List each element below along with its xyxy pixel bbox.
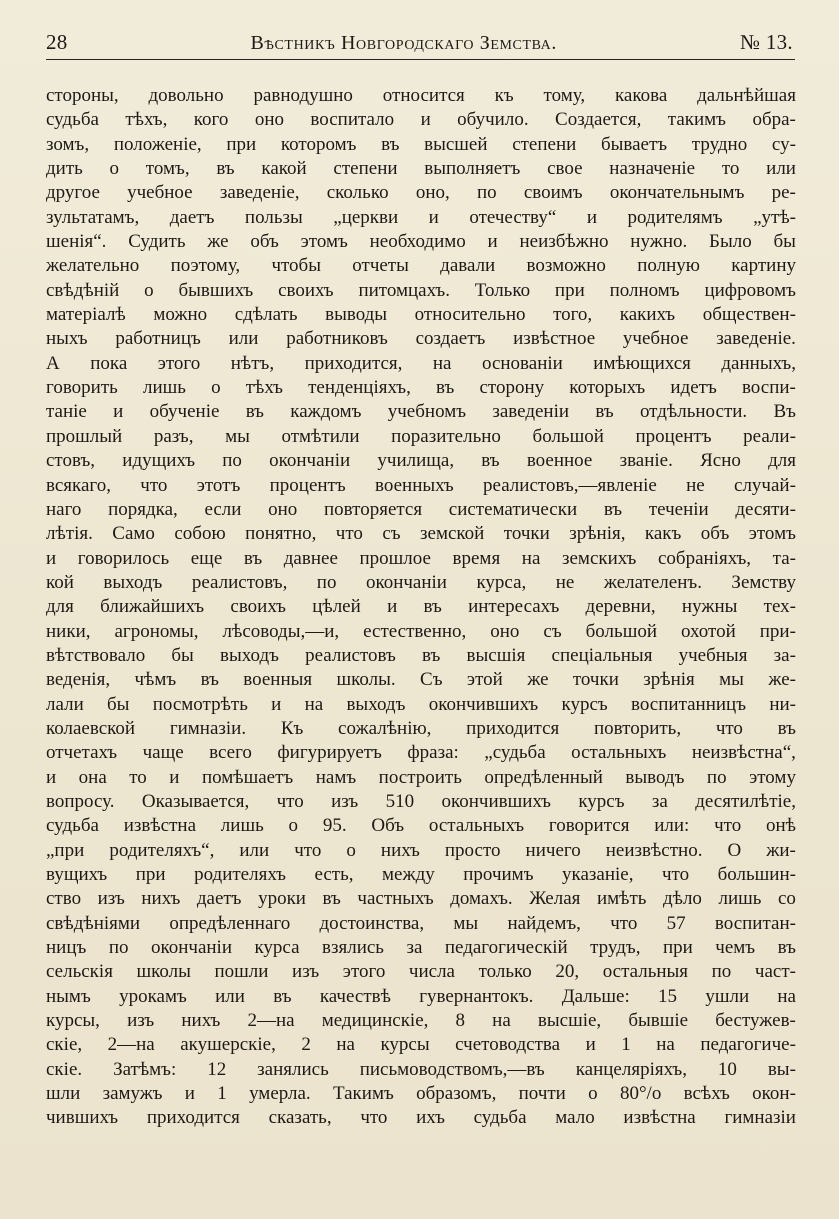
text-line: кой выходъ реалистовъ, по окончаніи курса, не желателенъ. Земству xyxy=(46,571,796,593)
text-line: шенія“. Судить же объ этомъ необходимо и неизбѣжно нужно. Было бы xyxy=(46,231,796,253)
text-line: А пока этого нѣтъ, приходится, на основаніи имѣющихся данныхъ, xyxy=(46,352,796,374)
text-line: отчетахъ чаще всего фигурируетъ фраза: „судьба остальныхъ неизвѣстна“, xyxy=(46,742,796,764)
text-line: стороны, довольно равнодушно относится къ тому, какова дальнѣйшая xyxy=(46,85,796,106)
text-line: „при родителяхъ“, или что о нихъ просто ничего неизвѣстно. О жи- xyxy=(46,839,796,861)
text-line: говорить лишь о тѣхъ тенденціяхъ, въ сторону которыхъ идетъ воспи- xyxy=(46,377,796,399)
text-line: дить о томъ, въ какой степени выполняетъ свое назначеніе то или xyxy=(46,158,796,180)
text-line: шли замужъ и 1 умерла. Такимъ образомъ, почти о 80°/о всѣхъ окон- xyxy=(46,1083,796,1105)
page-header xyxy=(46,30,793,58)
text-line: нымъ урокамъ или въ качествѣ гувернантокъ. Дальше: 15 ушли на xyxy=(46,985,796,1007)
text-line: ныхъ работницъ или работниковъ создаетъ извѣстное учебное заведеніе. xyxy=(46,328,796,350)
text-line: и она то и помѣшаетъ намъ построить опредѣленный выводъ по этому xyxy=(46,766,796,788)
body-text xyxy=(46,84,796,1131)
header-rule xyxy=(46,59,795,60)
text-line: курсы, изъ нихъ 2—на медицинскіе, 8 на высшіе, бывшіе бестужев- xyxy=(46,1010,796,1032)
text-line: ницъ по окончаніи курса взялись за педагогическій трудъ, при чемъ въ xyxy=(46,937,796,959)
text-line: ники, агрономы, лѣсоводы,—и, естественно, оно съ большой охотой при- xyxy=(46,620,796,642)
text-line: таніе и обученіе въ каждомъ учебномъ заведеніи въ отдѣльности. Въ xyxy=(46,401,796,423)
text-line: наго порядка, если оно повторяется систематически въ теченіи десяти- xyxy=(46,498,796,520)
issue-number: № 13. xyxy=(739,30,793,54)
text-line: лѣтія. Само собою понятно, что съ земской точки зрѣнія, какъ объ этомъ xyxy=(46,523,796,545)
text-line: вопросу. Оказывается, что изъ 510 окончившихъ курсъ за десятилѣтіе, xyxy=(46,790,796,812)
text-line: колаевской гимназіи. Къ сожалѣнію, приходится повторить, что въ xyxy=(46,717,796,739)
page-number: 28 xyxy=(46,30,68,54)
text-line: зомъ, положеніе, при которомъ въ высшей степени бываетъ трудно су- xyxy=(46,133,796,155)
text-line: всякаго, что этотъ процентъ военныхъ реалистовъ,—явленіе не случай- xyxy=(46,474,796,496)
text-line: и говорилось еще въ давнее прошлое время на земскихъ собраніяхъ, та- xyxy=(46,547,796,569)
text-line: судьба тѣхъ, кого оно воспитало и обучило. Создается, такимъ обра- xyxy=(46,109,796,131)
text-line: скіе, 2—на акушерскіе, 2 на курсы счетоводства и 1 на педагогиче- xyxy=(46,1034,796,1056)
text-line: веденія, чѣмъ въ военныя школы. Съ этой же точки зрѣнія мы же- xyxy=(46,669,796,691)
running-title: Вѣстникъ Новгородскаго Земства. xyxy=(250,32,557,54)
text-line: вущихъ при родителяхъ есть, между прочимъ указаніе, что большин- xyxy=(46,864,796,885)
text-line: желательно поэтому, чтобы отчеты давали возможно полную картину xyxy=(46,255,796,277)
text-line: стовъ, идущихъ по окончаніи училища, въ военное званіе. Ясно для xyxy=(46,450,796,472)
text-line: прошлый разъ, мы отмѣтили поразительно большой процентъ реали- xyxy=(46,425,796,447)
text-line: вѣтствовало бы выходъ реалистовъ въ высшія спеціальныя учебныя за- xyxy=(46,644,796,666)
text-line: сельскія школы пошли изъ этого числа только 20, остальныя по част- xyxy=(46,961,796,983)
text-line: матеріалѣ можно сдѣлать выводы относительно того, какихъ обществен- xyxy=(46,304,796,326)
text-line: свѣдѣніями опредѣленнаго достоинства, мы найдемъ, что 57 воспитан- xyxy=(46,912,796,934)
text-line: скіе. Затѣмъ: 12 занялись письмоводствомъ,—въ канцеляріяхъ, 10 вы- xyxy=(46,1058,796,1080)
text-line: ство изъ нихъ даетъ уроки въ частныхъ домахъ. Желая имѣть дѣло лишь со xyxy=(46,888,796,910)
text-line: для ближайшихъ своихъ цѣлей и въ интересахъ деревни, нужны тех- xyxy=(46,596,796,618)
text-line: лали бы посмотрѣть и на выходъ окончившихъ курсъ воспитанницъ ни- xyxy=(46,693,796,715)
text-line: чившихъ приходится сказать, что ихъ судьба мало извѣстна гимназіи xyxy=(46,1107,796,1129)
text-line: зультатамъ, даетъ пользы „церкви и отечеству“ и родителямъ „утѣ- xyxy=(46,206,796,228)
text-line: другое учебное заведеніе, сколько оно, по своимъ окончательнымъ ре- xyxy=(46,182,796,204)
text-line: свѣдѣній о бывшихъ своихъ питомцахъ. Только при полномъ цифровомъ xyxy=(46,279,796,301)
text-line: судьба извѣстна лишь о 95. Объ остальныхъ говорится или: что онѣ xyxy=(46,815,796,837)
